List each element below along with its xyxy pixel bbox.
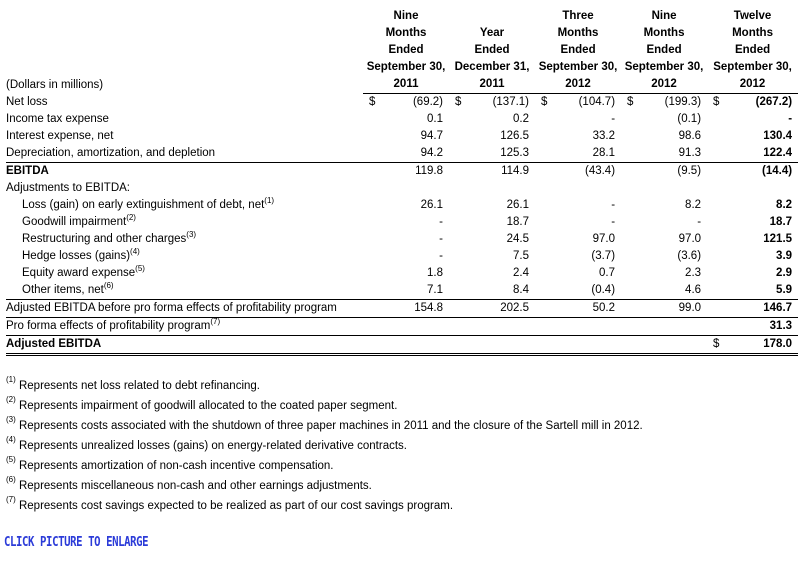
col-header-year: 2012 [707,76,798,94]
dollar-sign: $ [455,96,462,108]
cell-value: - [611,199,616,211]
cell-value: 33.2 [592,130,616,142]
cell-value: 3.9 [776,250,793,262]
cell-value: - [611,113,616,125]
row-label: Interest expense, net [6,130,114,142]
section-label: Adjustments to EBITDA: [6,182,130,194]
cell-value: 5.9 [721,282,798,300]
table-row [6,111,798,128]
cell-value: 2.3 [685,267,702,279]
col-header-year: 2011 [449,76,535,94]
cell-value: 119.8 [415,165,444,177]
dollar-sign: $ [713,96,720,108]
cell-value: - [439,216,444,228]
col-header-line: Ended [646,44,682,56]
ebitda-reconciliation-table [6,8,798,356]
col-header-line: September 30, [624,61,704,73]
cell-value: 178.0 [721,336,798,355]
cell-value: 4.6 [635,282,707,300]
row-label: Goodwill impairment$^{(2)}$ [22,213,136,228]
row-label: Equity award expense$^{(5)}$ [22,264,145,279]
cell-value: - [439,250,444,262]
cell-value: 2.4 [513,267,530,279]
col-header-line: Months [385,27,427,39]
col-header-line: Months [643,27,685,39]
footnote-ref: (6) [103,281,114,290]
cell-value: 94.7 [420,130,444,142]
table-row [6,163,798,181]
cell-value: 24.5 [506,233,530,245]
footnote-ref: (5) [135,264,145,273]
col-header-line: Months [557,27,599,39]
dollar-sign: $ [369,96,376,108]
col-header-line: September 30, [366,61,446,73]
cell-value: (0.4) [549,282,621,300]
cell-value: 146.7 [721,300,798,318]
footnote-ref: (2) [126,213,136,222]
col-header-line: Ended [388,44,424,56]
col-header-line: Ended [560,44,596,56]
row-label: Restructuring and other charges$^{(3)}$ [22,230,197,245]
col-header-year: 2011 [363,76,449,94]
col-header-line: Ended [474,44,510,56]
cell-value [549,318,621,336]
cell-value: 154.8 [377,300,449,318]
row-label: Loss (gain) on early extinguishment of debt, net$^{(1)}$ [22,196,275,211]
cell-value: 7.5 [513,250,530,262]
cell-value: - [611,216,616,228]
cell-value: (267.2) [755,96,793,108]
row-label: Adjusted EBITDA before pro forma effects of profitability program [6,300,363,318]
col-header-line: December 31, [454,61,530,73]
row-label: Adjusted EBITDA [6,336,363,355]
cell-value: 7.1 [377,282,449,300]
cell-value: 50.2 [549,300,621,318]
enlarge-picture-link[interactable]: CLICK PICTURE TO ENLARGE [4,535,149,550]
col-header-line: Year [479,27,505,39]
row-label: Net loss [6,96,48,108]
cell-value: 97.0 [678,233,702,245]
row-label: Pro forma effects of profitability program$^{(7)}$ [6,318,363,336]
footnote: $^{(3)}$ Represents costs associated with the shutdown of three paper machines in 2011 and the closure of the Sartell mill in 2012. [6,415,643,432]
cell-value: 8.4 [463,282,535,300]
cell-value: 91.3 [635,145,707,163]
row-label: Income tax expense [6,113,109,125]
footnote: $^{(4)}$ Represents unrealized losses (gains) on energy-related derivative contracts. [6,435,407,452]
cell-value: 2.9 [776,267,793,279]
cell-value: 202.5 [463,300,535,318]
cell-value: (104.7) [578,96,616,108]
cell-value: - [697,216,702,228]
dollar-sign: $ [627,96,634,108]
table-row [6,282,798,300]
units-label: (Dollars in millions) [6,78,104,91]
cell-value: 1.8 [427,267,444,279]
footnote-ref: (1) [264,196,275,205]
cell-value: 99.0 [635,300,707,318]
cell-value: 18.7 [769,216,793,228]
cell-value: 31.3 [721,318,798,336]
col-header-line: Twelve [733,10,772,22]
table-row [6,336,798,355]
table-row [6,94,798,112]
cell-value: (3.6) [677,250,702,262]
cell-value: 0.7 [599,267,616,279]
row-label: Hedge losses (gains)$^{(4)}$ [22,247,140,262]
cell-value [377,318,449,336]
footnote-ref: (7) [210,317,221,326]
cell-value: 0.2 [513,113,530,125]
cell-value: 26.1 [420,199,444,211]
table-row [6,265,798,282]
footnote: $^{(5)}$ Represents amortization of non-cash incentive compensation. [6,455,334,472]
cell-value: (137.1) [492,96,530,108]
footnote: $^{(6)}$ Represents miscellaneous non-cash and other earnings adjustments. [6,475,372,492]
table-row [6,214,798,231]
cell-value: - [439,233,444,245]
col-header-line: Months [732,27,773,39]
cell-value: 125.3 [463,145,535,163]
cell-value: - [788,113,793,125]
cell-value: 8.2 [685,199,702,211]
cell-value: (3.7) [591,250,616,262]
table-row [6,197,798,214]
col-header-line: Nine [651,10,677,22]
cell-value: 0.1 [427,113,444,125]
col-header-line: September 30, [713,61,792,73]
table-row [6,318,798,336]
table-row [6,248,798,265]
col-header-line: Three [562,10,594,22]
col-header-line [449,8,535,25]
footnote: $^{(1)}$ Represents net loss related to debt refinancing. [6,375,260,392]
cell-value: 122.4 [721,145,798,163]
table-row [6,145,798,163]
cell-value: 114.9 [501,165,530,177]
cell-value: (69.2) [412,96,444,108]
cell-value: 130.4 [763,130,793,142]
cell-value: 18.7 [506,216,530,228]
cell-value: 126.5 [500,130,530,142]
table-row [6,180,798,197]
row-label: Other items, net$^{(6)}$ [6,282,363,300]
col-header-year: 2012 [535,76,621,94]
cell-value: 97.0 [592,233,616,245]
cell-value: (199.3) [664,96,702,108]
table-row [6,231,798,248]
table-row [6,128,798,145]
cell-value [463,318,535,336]
footnotes [6,376,643,516]
footnote-ref: (3) [186,230,197,239]
cell-value: 121.5 [763,233,793,245]
cell-value: 94.2 [377,145,449,163]
row-label: Depreciation, amortization, and depletion [6,145,363,163]
cell-value: 26.1 [506,199,530,211]
cell-value: (14.4) [762,165,793,177]
cell-value: (0.1) [677,113,702,125]
col-header-year: 2012 [621,76,707,94]
footnote-ref: (4) [130,247,140,256]
row-label: EBITDA [6,165,49,177]
cell-value [635,318,707,336]
footnote: $^{(7)}$ Represents cost savings expected to be realized as part of our cost savings program. [6,495,454,512]
cell-value: (9.5) [677,165,702,177]
col-header-line: Nine [393,10,419,22]
cell-value: 98.6 [678,130,702,142]
cell-value: 8.2 [776,199,793,211]
footnote: $^{(2)}$ Represents impairment of goodwill allocated to the coated paper segment. [6,395,398,412]
cell-value: (43.4) [584,165,616,177]
col-header-line: Ended [734,44,771,56]
col-header-line: September 30, [538,61,618,73]
dollar-sign: $ [707,336,721,355]
table-row [6,300,798,318]
dollar-sign: $ [541,96,548,108]
cell-value: 28.1 [549,145,621,163]
